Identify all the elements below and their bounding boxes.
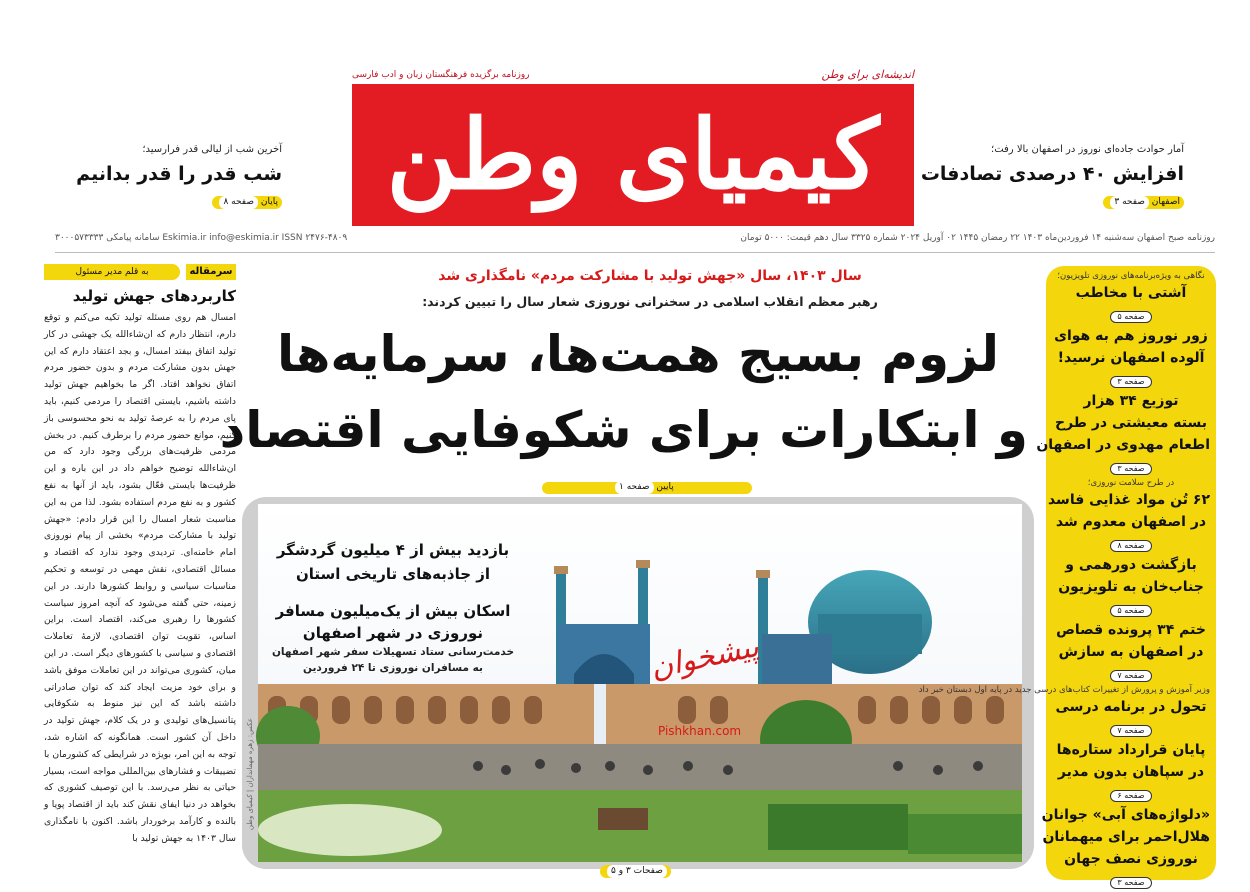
rail-news-item[interactable] (1036, 390, 1216, 477)
main-headline-line-2: و ابتکارات برای شکوفایی اقتصاد (219, 401, 1028, 459)
page-tag-ref: صفحه ۸ (219, 196, 258, 209)
rail-news-item[interactable] (918, 684, 1216, 739)
page-tag (600, 865, 671, 878)
photo-credit (240, 700, 256, 860)
masthead (352, 68, 914, 226)
rail-news-item[interactable] (1046, 270, 1216, 325)
issue-line: روزنامه صبح اصفهان سه‌شنبه ۱۴ فروردین‌ماه ۱۴۰۳ ۲۲ رمضان ۱۴۴۵ ۰۲ آوریل ۲۰۲۴ شماره ۳۳۲۵ سال دهم قیمت: ۵۰۰۰ تومان (740, 233, 1215, 243)
rail-page-tag: صفحه ۶ (1110, 790, 1151, 802)
main-headline[interactable] (219, 316, 1028, 476)
rail-news-item[interactable] (1046, 739, 1216, 804)
rail-news-kicker: نگاهی به ویژه‌برنامه‌های نوروزی تلویزیون؛ (1057, 271, 1205, 281)
news-rail (918, 266, 1216, 887)
page-tag-ref: صفحه ۱ (615, 481, 654, 494)
photo-caption-tourists[interactable]: بازدید بیش از ۴ میلیون گردشگر از جاذبه‌های تاریخی استان (276, 541, 510, 583)
rail-news-headline: آلوده اصفهان نرسید! (1057, 350, 1205, 366)
rail-news-kicker: وزیر آموزش و پرورش از تغییرات کتاب‌های درسی جدید در پایه اول دبستان خبر داد (918, 685, 1210, 695)
rail-news-headline: جناب‌خان به تلویزیون (1058, 579, 1204, 595)
rail-page-tag: صفحه ۵ (1110, 605, 1151, 617)
rail-news-item[interactable] (1041, 804, 1216, 891)
editorial-title[interactable]: کاربردهای جهش تولید (72, 287, 236, 305)
newspaper-logo: کیمیای وطن (386, 98, 880, 211)
photo-caption-service: خدمت‌رسانی ستاد تسهیلات سفر شهر اصفهان به مسافران نوروزی تا ۲۴ فروردین (271, 646, 515, 674)
teaser-headline: افزایش ۴۰ درصدی تصادفات (920, 163, 1184, 185)
page-tag-label: پایین (656, 482, 674, 492)
rail-news-headline: ختم ۳۴ پرونده قصاص (1056, 622, 1206, 638)
rail-news-headline: زور نوروز هم به هوای (1054, 328, 1208, 344)
editorial-body: امسال هم روی مسئله تولید تکیه می‌کنم و توقع دارم، انتظار دارم که ان‌شاءالله یک جهشی در کار تولید اتفاق بیفتد امسال، و بجد اعتقاد دارم که این جهش بدون مشارکت مردم و بدون حضور مردم اتفاق نخواهد افتاد. اگر ما بخواهیم جهش تولید داشته باشیم، بایستی اقتصاد را مردمی کنیم، باید پای مردم را به عرصهٔ تولید به نحو محسوسی باز کنیم، موانع حضور مردم را برطرف کنیم. در بخش مردمی ظرفیت‌های بزرگی وجود دارد که من ان‌شاءالله توضیح خواهم داد در این باره و این ظرفیت‌ها بایستی فعّال بشود، باید از آنها به نفع کشور و به نفع مردم استفاده بشود. لذا من به این مناسبت شعار امسال را این قرار دادم: «جهش تولید با مشارکت مردم» بخشی از پیام نوروزی امام خامنه‌ای. تردیدی وجود ندارد که اقتصاد و مسائل اقتصادی، نقش مهمی در توسعه و تحکیم مناسبات سیاسی و روابط کشورها دارند. در این زمینه، حتی گفته می‌شود که آنچه امروز سیاست کشورها را رهبری می‌کند، اقتصاد است. براین اساس، تقویت توان اقتصادی، لازمهٔ تعاملات اقتصادی و سیاسی با کشورهای دیگر است. در این میان، کشوری می‌تواند در این تعاملات موفق باشد و برای خود مزیت ایجاد کند که توان صادراتی داشته باشد که این نیز منوط به شکوفایی پتانسیل‌های تولیدی و در یک کلام، جهش تولید در داخل آن کشور است. همانگونه که اشاره شد، توجه به این امر، بویژه در شرایطی که کشورمان با تضییقات و فشارهای بین‌المللی مواجه است، بسیار حیاتی به نظر می‌رسد. با این توصیف کشوری که بخواهد در دنیا ایفای نقش کند باید از اقتصاد پویا و بالنده و کارآمد برخوردار باشد. اکنون با نامگذاری سال ۱۴۰۳ به جهش تولید با (44, 312, 236, 844)
rail-news-kicker: در طرح سلامت نوروزی؛ (1087, 478, 1175, 488)
rail-news-headline: تحول در برنامه درسی (1055, 699, 1207, 715)
page-tag-label: پایان (260, 197, 278, 207)
rail-page-tag: صفحه ۷ (1110, 725, 1151, 737)
rail-page-tag: صفحه ۳ (1110, 877, 1151, 889)
page-tag-ref: صفحات ۳ و ۵ (607, 865, 667, 878)
issue-info-strip (55, 233, 1215, 249)
page-tag (608, 481, 678, 494)
rail-page-tag: صفحه ۵ (1110, 311, 1151, 323)
teaser-night-of-qadr[interactable] (42, 144, 282, 209)
page-tag-ref: صفحه ۳ (1110, 196, 1149, 209)
photo-credit-text: عکس: زهره مهمانداران | کیمیای وطن (246, 717, 254, 831)
contact-line: سامانه پیامکی ۳۰۰۰۵۷۳۳۳۳ Eskimia.ir info@eskimia.ir ISSN ۲۴۷۶-۴۸۰۹ (55, 233, 348, 243)
photo-caption-lodging[interactable]: اسکان بیش از یک‌میلیون مسافر نوروزی در شهر اصفهان (275, 602, 511, 642)
editorial-label: سرمقاله (186, 264, 236, 280)
rail-news-headline: آشتی با مخاطب (1075, 285, 1187, 301)
rail-news-headline: توزیع ۳۴ هزار (1083, 393, 1179, 409)
watermark-url: Pishkhan.com (658, 724, 742, 738)
rail-news-headline: بسته معیشتی در طرح (1055, 415, 1207, 431)
teaser-headline: شب قدر را قدر بدانیم (76, 163, 282, 185)
rail-news-headline: هلال‌احمر برای میهمانان (1042, 829, 1210, 845)
masthead-slogan: اندیشه‌ای برای وطن (821, 68, 914, 81)
teaser-accidents[interactable] (920, 144, 1184, 209)
teaser-kicker: آخرین شب از لیالی قدر فرارسید؛ (142, 144, 282, 155)
editorial-column (44, 264, 236, 892)
rail-news-headline: اطعام مهدوی در اصفهان (1036, 437, 1210, 453)
rail-news-item[interactable] (1046, 554, 1216, 619)
photo-page-tag (600, 858, 671, 878)
main-headline-line-1: لزوم بسیج همت‌ها، سرمایه‌ها (276, 325, 1000, 383)
rail-page-tag: صفحه ۳ (1110, 463, 1151, 475)
main-story-lead: رهبر معظم انقلاب اسلامی در سخنرانی نوروزی شعار سال را تبیین کردند: (422, 294, 878, 309)
news-rail-list (918, 270, 1216, 891)
rail-news-item[interactable] (1046, 477, 1216, 554)
rail-news-headline: «دلواژه‌های آبی» جوانان (1041, 807, 1210, 823)
watermark (647, 629, 790, 740)
rail-news-headline: در اصفهان به سازش (1058, 644, 1204, 660)
divider (55, 252, 1215, 253)
page-tag (1103, 196, 1184, 209)
editorial-author: به قلم مدیر مسئول (44, 264, 180, 280)
main-story-page-bar (542, 482, 752, 494)
teaser-kicker: آمار حوادث جاده‌ای نوروز در اصفهان بالا رفت؛ (991, 144, 1184, 155)
rail-news-headline: پایان قرارداد ستاره‌ها (1056, 742, 1206, 758)
rail-page-tag: صفحه ۳ (1110, 376, 1151, 388)
page-tag-label: اصفهان (1151, 197, 1180, 207)
rail-news-headline: نوروزی نصف جهان (1064, 851, 1198, 867)
masthead-subtitle: روزنامه برگزیده فرهنگستان زبان و ادب فارسی (352, 70, 530, 80)
rail-page-tag: صفحه ۸ (1110, 540, 1151, 552)
rail-news-item[interactable] (1046, 619, 1216, 684)
page-tag (212, 196, 282, 209)
rail-news-headline: ۶۲ تُن مواد غذایی فاسد (1047, 492, 1210, 508)
rail-news-headline: در سپاهان بدون مدیر (1057, 764, 1205, 780)
main-story-supra: سال ۱۴۰۳، سال «جهش تولید با مشارکت مردم» نامگذاری شد (438, 268, 862, 284)
rail-news-headline: بازگشت دورهمی و (1065, 557, 1197, 573)
rail-page-tag: صفحه ۷ (1110, 670, 1151, 682)
rail-news-headline: در اصفهان معدوم شد (1055, 514, 1207, 530)
watermark-logo: پیشخوان (647, 629, 762, 686)
rail-news-item[interactable] (1046, 325, 1216, 390)
